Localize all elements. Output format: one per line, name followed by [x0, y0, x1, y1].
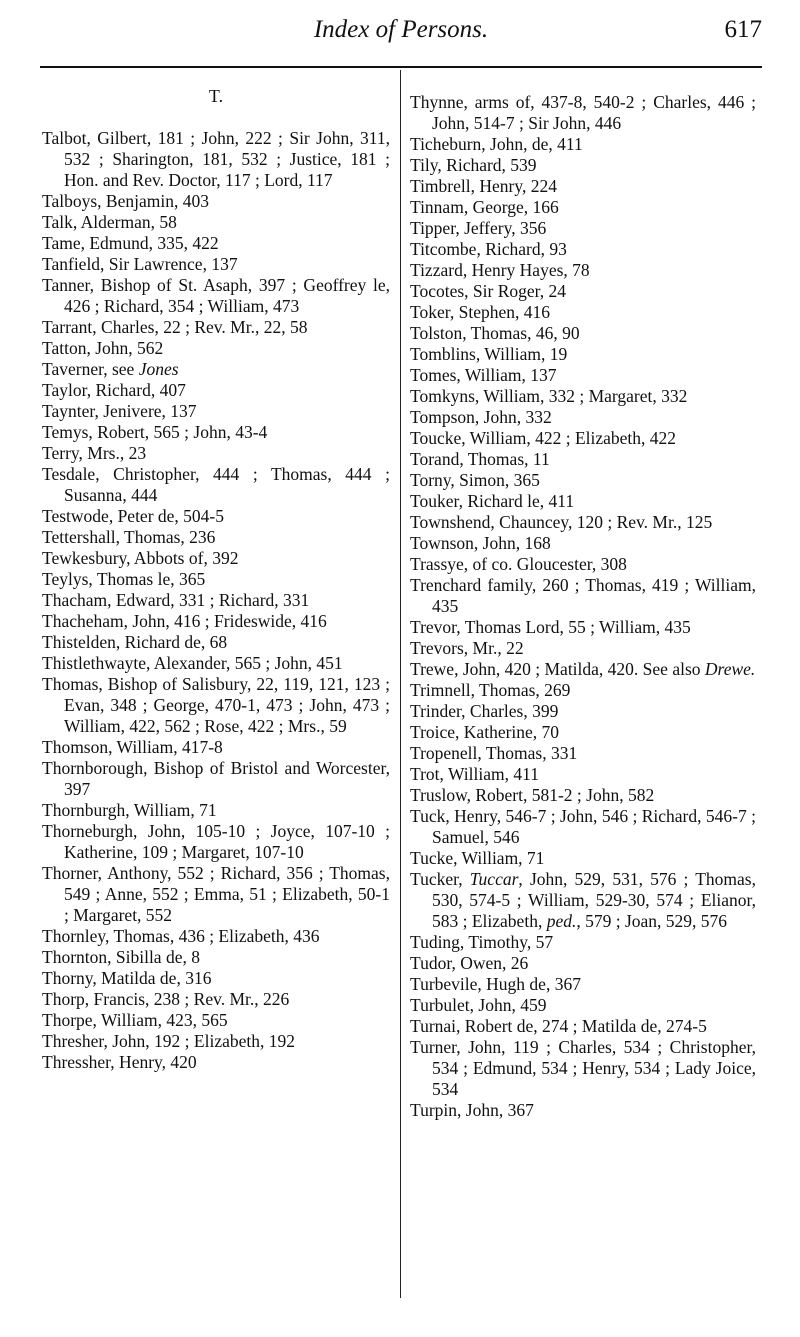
index-entry: Tudor, Owen, 26 — [410, 953, 529, 973]
right-entries-b — [410, 680, 756, 869]
index-entry: Turbevile, Hugh de, 367 — [410, 974, 581, 994]
index-entry: Tanner, Bishop of St. Asaph, 397 ; Geoffrey le, 426 ; Richard, 354 ; William, 473 — [42, 275, 390, 316]
index-entry: Testwode, Peter de, 504-5 — [42, 506, 224, 526]
index-entry: Tuck, Henry, 546-7 ; John, 546 ; Richard, 546-7 ; Samuel, 546 — [410, 806, 756, 847]
index-entry: Tame, Edmund, 335, 422 — [42, 233, 219, 253]
index-entry: Trassye, of co. Gloucester, 308 — [410, 554, 627, 574]
index-entry: Thresher, John, 192 ; Elizabeth, 192 — [42, 1031, 295, 1051]
index-entry: Tarrant, Charles, 22 ; Rev. Mr., 22, 58 — [42, 317, 308, 337]
index-entry: Thomas, Bishop of Salisbury, 22, 119, 121, 123 ; Evan, 348 ; George, 470-1, 473 ; John, 473 ; William, 422, 562 ; Rose, 422 ; Mrs., 59 — [42, 674, 390, 736]
index-entry: Taverner, see Jones — [42, 359, 179, 379]
index-entry: Turbulet, John, 459 — [410, 995, 547, 1015]
index-entry: Titcombe, Richard, 93 — [410, 239, 567, 259]
index-entry: Trenchard family, 260 ; Thomas, 419 ; William, 435 — [410, 575, 756, 616]
cross-reference: Jones — [138, 359, 179, 379]
index-entry: Trinder, Charles, 399 — [410, 701, 559, 721]
index-entry: Tomes, William, 137 — [410, 365, 557, 385]
index-entry: Timbrell, Henry, 224 — [410, 176, 557, 196]
right-column — [410, 92, 756, 1121]
index-entry: Thacheham, John, 416 ; Frideswide, 416 — [42, 611, 327, 631]
left-entries-a — [42, 128, 390, 359]
index-entry: Tropenell, Thomas, 331 — [410, 743, 578, 763]
left-column — [42, 86, 390, 1073]
index-entry: Thressher, Henry, 420 — [42, 1052, 197, 1072]
running-title: Index of Persons. — [313, 16, 489, 43]
index-entry: Tettershall, Thomas, 236 — [42, 527, 216, 547]
index-entry: Trevor, Thomas Lord, 55 ; William, 435 — [410, 617, 691, 637]
index-entry: Tatton, John, 562 — [42, 338, 164, 358]
index-entry: Thomson, William, 417-8 — [42, 737, 223, 757]
index-entry: Trimnell, Thomas, 269 — [410, 680, 571, 700]
index-entry: Touker, Richard le, 411 — [410, 491, 575, 511]
index-entry: Thorneburgh, John, 105-10 ; Joyce, 107-10 ; Katherine, 109 ; Margaret, 107-10 — [42, 821, 390, 862]
index-entry: Thynne, arms of, 437-8, 540-2 ; Charles, 446 ; John, 514-7 ; Sir John, 446 — [410, 92, 756, 133]
index-entry: Taynter, Jenivere, 137 — [42, 401, 197, 421]
index-entry: Thornley, Thomas, 436 ; Elizabeth, 436 — [42, 926, 320, 946]
index-entry: Tomblins, William, 19 — [410, 344, 568, 364]
index-entry: Thistlethwayte, Alexander, 565 ; John, 451 — [42, 653, 343, 673]
index-entry: Torny, Simon, 365 — [410, 470, 540, 490]
page-header — [40, 12, 762, 52]
index-entry: Tesdale, Christopher, 444 ; Thomas, 444 ; Susanna, 444 — [42, 464, 390, 505]
index-entry: Tucke, William, 71 — [410, 848, 545, 868]
index-entry: Thistelden, Richard de, 68 — [42, 632, 228, 652]
index-entry: Tily, Richard, 539 — [410, 155, 537, 175]
index-entry: Tucker, Tuccar, John, 529, 531, 576 ; Thomas, 530, 574-5 ; William, 529-30, 574 ; Elianor, 583 ; Elizabeth, ped., 579 ; Joan, 529, 576 — [410, 869, 756, 931]
index-entry: Tinnam, George, 166 — [410, 197, 559, 217]
section-letter: T. — [208, 86, 224, 106]
right-entries-c — [410, 932, 756, 1121]
page-number: 617 — [724, 16, 762, 43]
index-entry: Tanfield, Sir Lawrence, 137 — [42, 254, 238, 274]
index-entry: Tizzard, Henry Hayes, 78 — [410, 260, 590, 280]
header-rule — [40, 66, 762, 68]
index-entry: Thorpe, William, 423, 565 — [42, 1010, 228, 1030]
index-entry: Tipper, Jeffery, 356 — [410, 218, 547, 238]
index-entry: Trevors, Mr., 22 — [410, 638, 524, 658]
index-entry: Townson, John, 168 — [410, 533, 551, 553]
index-entry: Tewkesbury, Abbots of, 392 — [42, 548, 239, 568]
index-entry: Toker, Stephen, 416 — [410, 302, 550, 322]
index-entry: Thorny, Matilda de, 316 — [42, 968, 212, 988]
left-entries-b — [42, 380, 390, 1073]
index-entry: Thornton, Sibilla de, 8 — [42, 947, 200, 967]
index-entry: Thornburgh, William, 71 — [42, 800, 217, 820]
index-entry: Tomkyns, William, 332 ; Margaret, 332 — [410, 386, 688, 406]
index-entry: Trot, William, 411 — [410, 764, 539, 784]
index-entry: Torand, Thomas, 11 — [410, 449, 550, 469]
index-entry: Troice, Katherine, 70 — [410, 722, 560, 742]
index-entry: Toucke, William, 422 ; Elizabeth, 422 — [410, 428, 677, 448]
index-entry: Terry, Mrs., 23 — [42, 443, 147, 463]
index-entry: Truslow, Robert, 581-2 ; John, 582 — [410, 785, 655, 805]
index-entry: Turnai, Robert de, 274 ; Matilda de, 274-5 — [410, 1016, 707, 1036]
index-entry: Townshend, Chauncey, 120 ; Rev. Mr., 125 — [410, 512, 713, 532]
right-entries-a — [410, 92, 756, 659]
index-entry: Thorner, Anthony, 552 ; Richard, 356 ; Thomas, 549 ; Anne, 552 ; Emma, 51 ; Elizabeth, 50-1 ; Margaret, 552 — [42, 863, 390, 925]
cross-reference: Drewe. — [704, 659, 756, 679]
index-entry: Turner, John, 119 ; Charles, 534 ; Christopher, 534 ; Edmund, 534 ; Henry, 534 ; Lady Joice, 534 — [410, 1037, 756, 1099]
index-entry: Turpin, John, 367 — [410, 1100, 534, 1120]
column-divider — [400, 70, 401, 1298]
index-entry: Ticheburn, John, de, 411 — [410, 134, 583, 154]
index-entry: Thorp, Francis, 238 ; Rev. Mr., 226 — [42, 989, 290, 1009]
index-entry: Taylor, Richard, 407 — [42, 380, 186, 400]
index-entry: Trewe, John, 420 ; Matilda, 420. See also Drewe. — [410, 659, 756, 679]
index-entry: Tuding, Timothy, 57 — [410, 932, 554, 952]
index-entry: Talboys, Benjamin, 403 — [42, 191, 209, 211]
index-entry: Tolston, Thomas, 46, 90 — [410, 323, 580, 343]
index-entry: Thacham, Edward, 331 ; Richard, 331 — [42, 590, 310, 610]
index-entry: Talk, Alderman, 58 — [42, 212, 177, 232]
index-entry: Temys, Robert, 565 ; John, 43-4 — [42, 422, 268, 442]
index-entry: Tompson, John, 332 — [410, 407, 552, 427]
index-entry: Teylys, Thomas le, 365 — [42, 569, 206, 589]
index-entry: Thornborough, Bishop of Bristol and Worcester, 397 — [42, 758, 390, 799]
index-entry: Tocotes, Sir Roger, 24 — [410, 281, 567, 301]
index-entry: Talbot, Gilbert, 181 ; John, 222 ; Sir John, 311, 532 ; Sharington, 181, 532 ; Justice, 181 ; Hon. and Rev. Doctor, 117 ; Lord, 117 — [42, 128, 390, 190]
